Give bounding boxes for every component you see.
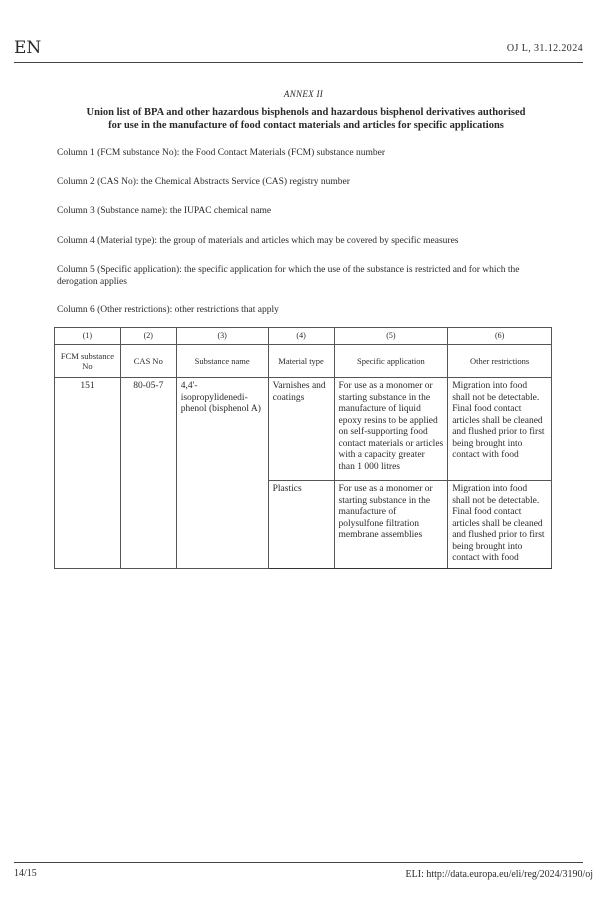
header-fcm-substance-no: FCM substance No: [55, 345, 121, 378]
header-material-type: Material type: [268, 345, 334, 378]
material-type: Varnishes and coatings: [268, 378, 334, 481]
column-number: (1): [55, 328, 121, 345]
column-number: (6): [448, 328, 552, 345]
column-number: (2): [120, 328, 176, 345]
union-list-table: [54, 327, 552, 569]
cas-no: 80-05-7: [120, 378, 176, 569]
annex-title-line-2: for use in the manufacture of food contact materials and articles for specific applications: [108, 120, 504, 131]
column-description-3: Column 3 (Substance name): the IUPAC chemical name: [57, 206, 272, 216]
annex-title-line-1: Union list of BPA and other hazardous bisphenols and hazardous bisphenol derivatives authorised: [86, 107, 526, 118]
column-description-5: Column 5 (Specific application): the specific application for which the use of the substance is restricted and for which the derogation applies: [57, 265, 520, 287]
page-number: 14/15: [14, 868, 37, 879]
column-number-row: [55, 328, 552, 345]
header-rule: [14, 62, 583, 63]
header-substance-name: Substance name: [176, 345, 268, 378]
annex-label: ANNEX II: [283, 89, 324, 99]
specific-application: For use as a monomer or starting substance in the manufacture of polysulfone filtration membrane assemblies: [334, 481, 448, 569]
column-description-1: Column 1 (FCM substance No): the Food Contact Materials (FCM) substance number: [57, 148, 385, 158]
column-description-4: Column 4 (Material type): the group of materials and articles which may be covered by specific measures: [57, 236, 459, 246]
column-description-2: Column 2 (CAS No): the Chemical Abstracts Service (CAS) registry number: [57, 177, 350, 187]
specific-application: For use as a monomer or starting substance in the manufacture of liquid epoxy resins to be applied on self-supporting food contact materials or articles with a capacity greater than 1 000 litres: [334, 378, 448, 481]
column-header-row: [55, 345, 552, 378]
table-row: [55, 378, 552, 481]
language-code: EN: [14, 38, 42, 58]
substance-name: 4,4'-isopropylidenedi-phenol (bisphenol A): [176, 378, 268, 569]
annex-title: [66, 106, 546, 132]
header-specific-application: Specific application: [334, 345, 448, 378]
header-other-restrictions: Other restrictions: [448, 345, 552, 378]
material-type: Plastics: [268, 481, 334, 569]
fcm-substance-no: 151: [55, 378, 121, 569]
column-description-6: Column 6 (Other restrictions): other restrictions that apply: [57, 305, 279, 315]
journal-reference: OJ L, 31.12.2024: [506, 43, 583, 54]
column-number: (3): [176, 328, 268, 345]
footer-rule: [14, 862, 583, 863]
column-number: (5): [334, 328, 448, 345]
other-restrictions: Migration into food shall not be detectable. Final food contact articles shall be cleaned and flushed prior to first being brought into contact with food: [448, 481, 552, 569]
header-cas-no: CAS No: [120, 345, 176, 378]
column-number: (4): [268, 328, 334, 345]
eli-link[interactable]: ELI: http://data.europa.eu/eli/reg/2024/3190/oj: [405, 869, 593, 880]
other-restrictions: Migration into food shall not be detectable. Final food contact articles shall be cleaned and flushed prior to first being brought into contact with food: [448, 378, 552, 481]
